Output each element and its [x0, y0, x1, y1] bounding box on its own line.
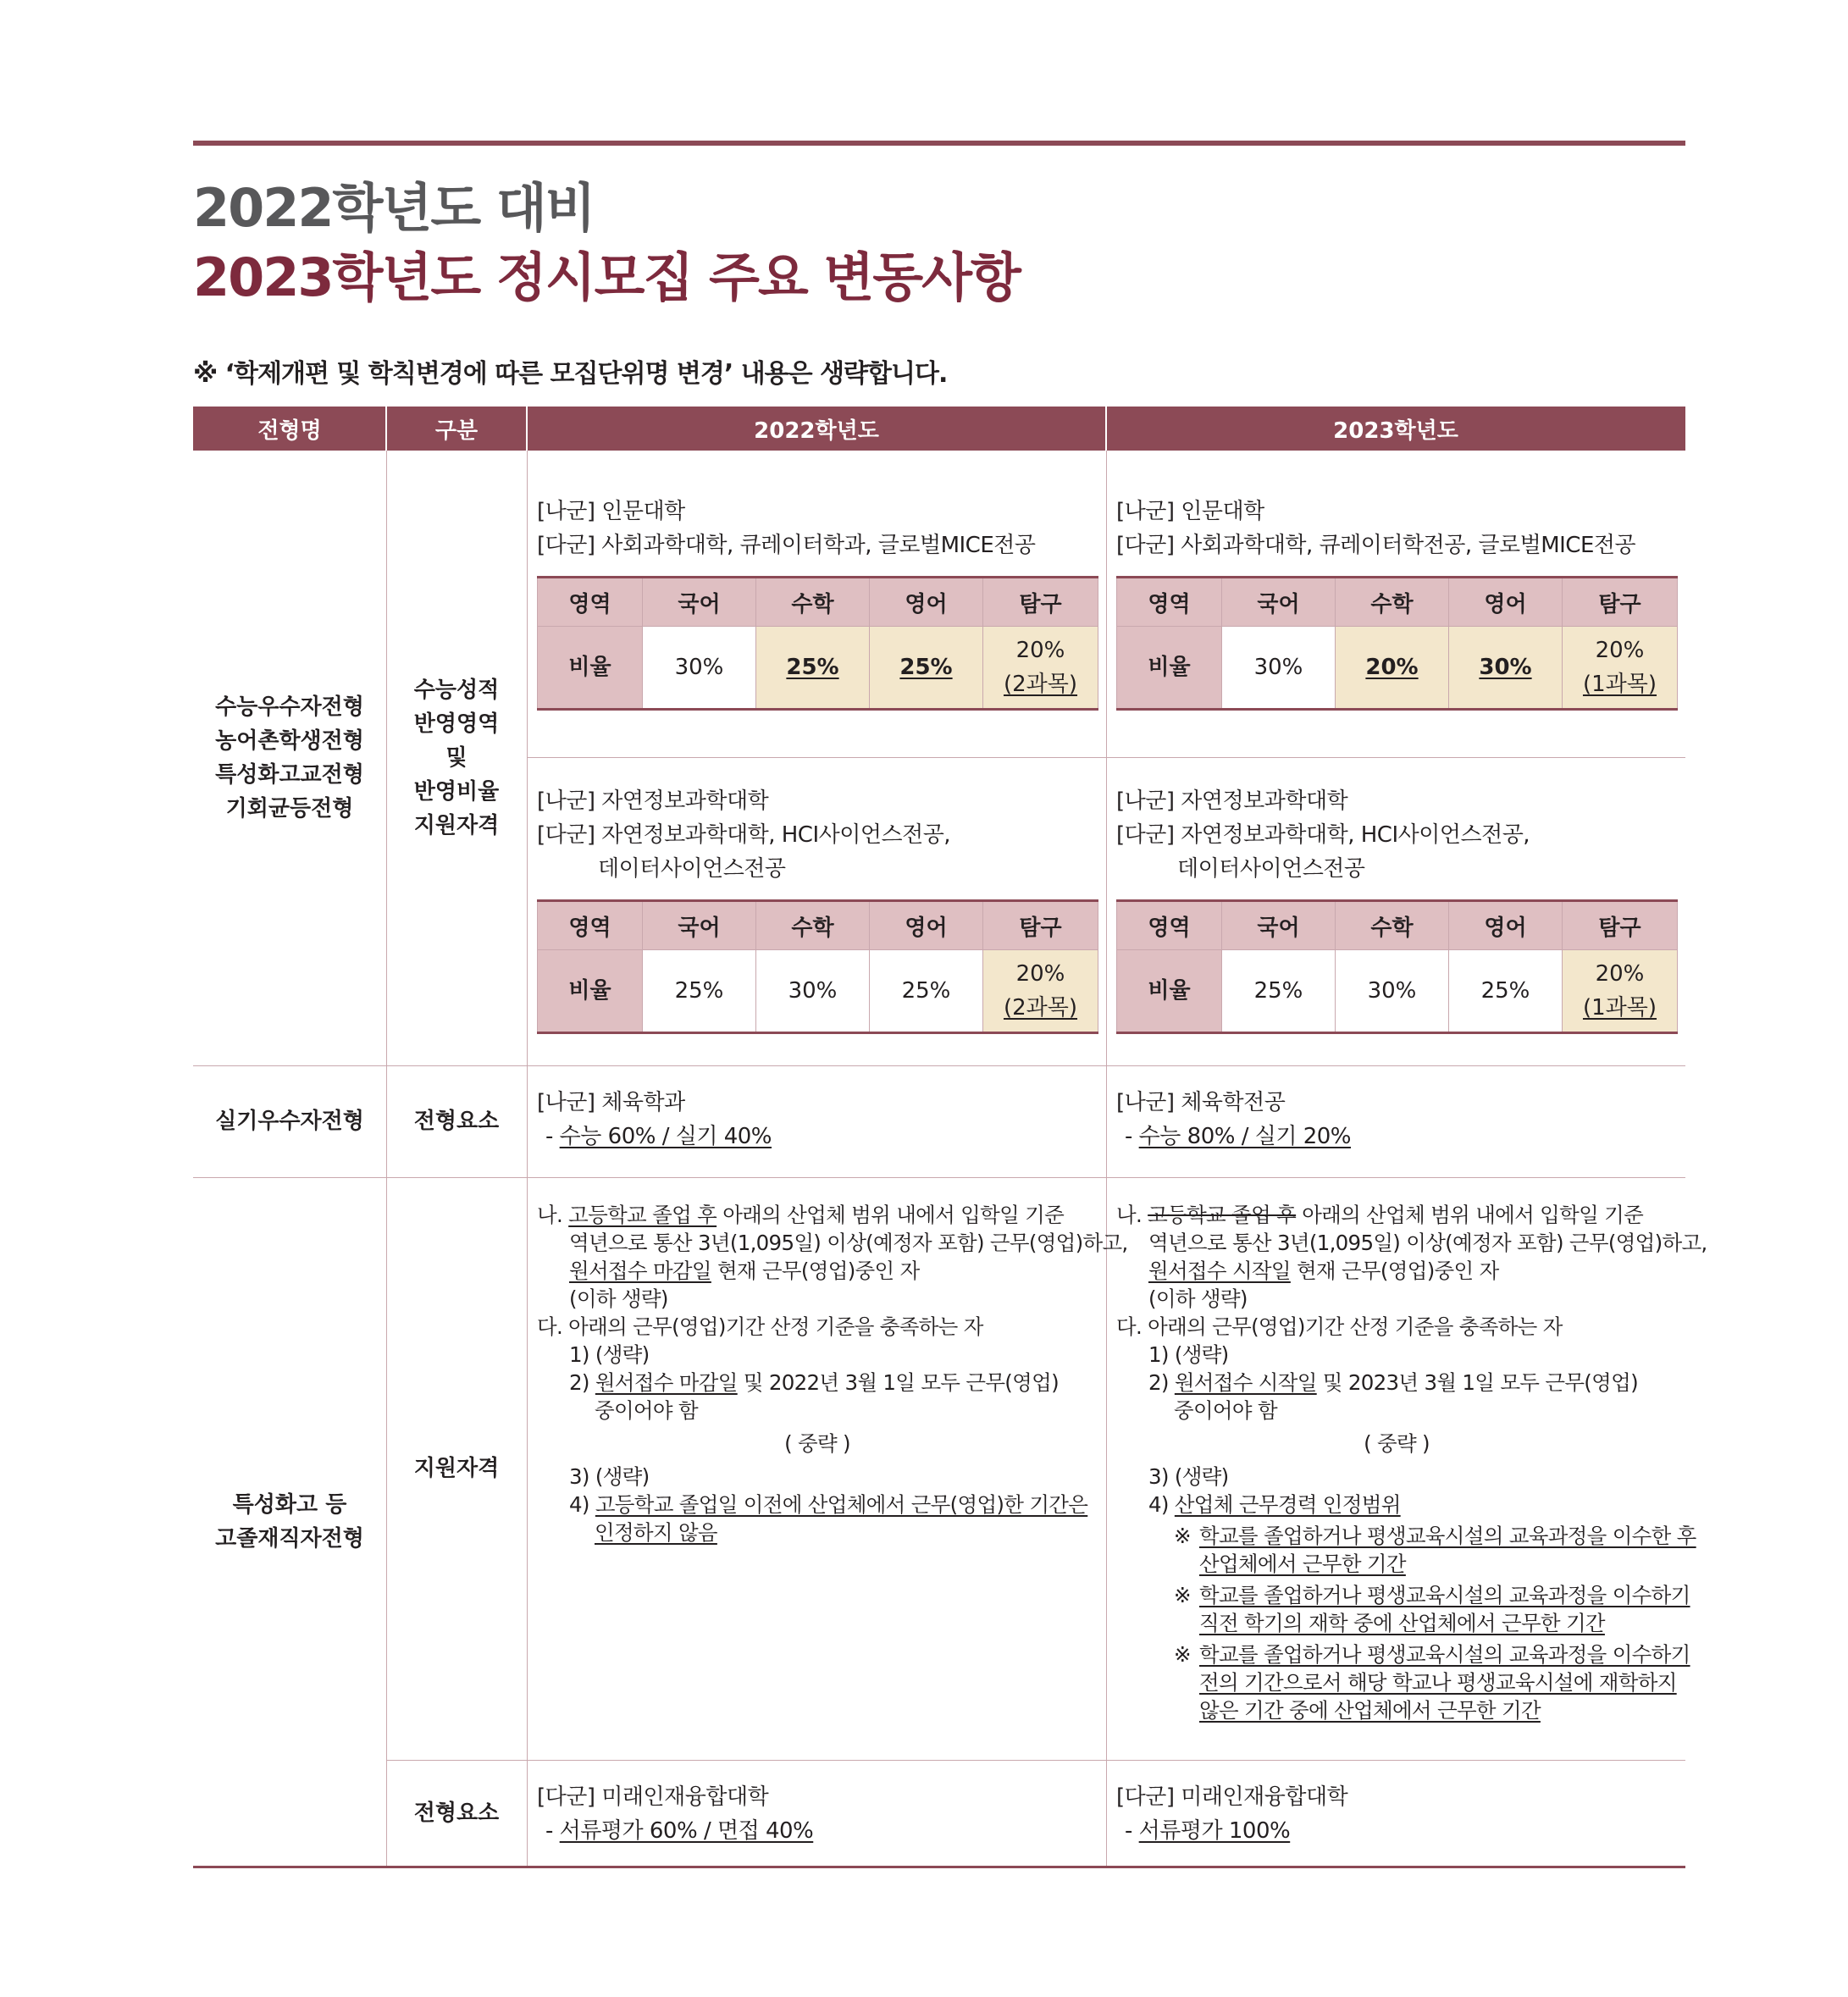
- qual-note: ※ 학교를 졸업하거나 평생교육시설의 교육과정을 이수하기: [1174, 1642, 1690, 1667]
- changed-value: (1과목): [1582, 672, 1657, 697]
- qual-line: 나. 고등학교 졸업 후 아래의 산업체 범위 내에서 입학일 기준: [537, 1203, 1065, 1227]
- y2023-element-line2: [1125, 1814, 1290, 1848]
- category-text: 전형요소: [413, 1109, 500, 1134]
- qual-line: 중이어야 함: [595, 1398, 698, 1423]
- grid-line: [386, 1760, 1685, 1761]
- qual-line: (이하 생략): [569, 1286, 668, 1311]
- type-name: 수능우수자전형: [215, 694, 364, 720]
- header-type-name: 전형명: [193, 407, 386, 451]
- dash: -: [545, 1818, 560, 1844]
- table-header-cell: 영역: [1117, 578, 1222, 627]
- table-label-cell: 비율: [538, 950, 643, 1033]
- table-value-cell: 25%: [643, 950, 756, 1033]
- qual-line: 다. 아래의 근무(영업)기간 산정 기준을 충족하는 자: [1116, 1314, 1563, 1339]
- grid-line: [527, 757, 1685, 758]
- value-text: 20%: [1595, 638, 1645, 663]
- qual-line: 4) 산업체 근무경력 인정범위: [1148, 1492, 1401, 1517]
- y2023-science-line1: [나군] 자연정보과학대학: [1116, 788, 1348, 814]
- y2022-qualification: [537, 1201, 1128, 1546]
- header-divider: [526, 407, 528, 451]
- category-text: 반영비율: [413, 779, 500, 805]
- table-header-cell: 영역: [1117, 901, 1222, 950]
- qual-line: 다. 아래의 근무(영업)기간 산정 기준을 충족하는 자: [537, 1314, 983, 1339]
- changed-value: 30%: [1479, 655, 1532, 680]
- qual-line: 인정하지 않음: [595, 1520, 717, 1545]
- table-value-cell: [1563, 627, 1678, 710]
- table-value-cell: 30%: [643, 627, 756, 710]
- table-header-cell: 영어: [1449, 578, 1563, 627]
- table-value-cell: 30%: [756, 950, 870, 1033]
- y2023-qualification: [1116, 1201, 1707, 1724]
- table-header-cell: 수학: [756, 901, 870, 950]
- qual-line: (이하 생략): [1148, 1286, 1248, 1311]
- table-value-cell: [983, 950, 1098, 1033]
- table-value-cell: [870, 627, 983, 710]
- y2022-humanities-ratio-table: [537, 576, 1098, 711]
- changed-value: (2과목): [1003, 995, 1078, 1021]
- type-name: 특성화고교전형: [215, 762, 364, 788]
- top-accent-bar: [193, 141, 1685, 146]
- qual-note: ※ 학교를 졸업하거나 평생교육시설의 교육과정을 이수한 후: [1174, 1524, 1696, 1548]
- y2022-science-ratio-table: [537, 899, 1098, 1034]
- header-2022: 2022학년도: [527, 407, 1106, 451]
- changed-value: 수능 80% / 실기 20%: [1138, 1124, 1352, 1149]
- table-header-cell: 수학: [1336, 578, 1449, 627]
- header-divider: [1105, 407, 1107, 451]
- qual-line: 4) 고등학교 졸업일 이전에 산업체에서 근무(영업)한 기간은: [569, 1492, 1088, 1517]
- qual-line: 나. 고등학교 졸업 후 아래의 산업체 범위 내에서 입학일 기준: [1116, 1203, 1644, 1227]
- category-text: 반영영역: [413, 711, 500, 737]
- y2023-science-line3: 데이터사이언스전공: [1177, 856, 1365, 882]
- qual-line: 2) 원서접수 시작일 및 2023년 3월 1일 모두 근무(영업): [1148, 1370, 1638, 1395]
- table-value-cell: [983, 627, 1098, 710]
- category-text: 전형요소: [413, 1801, 500, 1826]
- header-category: 구분: [386, 407, 527, 451]
- y2022-humanities-line1: [나군] 인문대학: [537, 499, 685, 524]
- dash: -: [1125, 1818, 1139, 1844]
- y2022-science-line3: 데이터사이언스전공: [598, 856, 786, 882]
- qual-line: 원서접수 시작일 현재 근무(영업)중인 자: [1148, 1258, 1499, 1283]
- category-text: 및: [445, 745, 468, 771]
- y2023-science-line2: [다군] 자연정보과학대학, HCI사이언스전공,: [1116, 822, 1530, 848]
- table-header-cell: 탐구: [983, 578, 1098, 627]
- y2023-practical-line1: [나군] 체육학전공: [1116, 1090, 1286, 1115]
- value-text: 20%: [1595, 961, 1645, 987]
- qual-note: 산업체에서 근무한 기간: [1199, 1552, 1406, 1576]
- type-name: 실기우수자전형: [215, 1109, 364, 1134]
- table-header-cell: 국어: [643, 901, 756, 950]
- qual-line: 원서접수 마감일 현재 근무(영업)중인 자: [569, 1258, 920, 1283]
- row3-category-b: [386, 1760, 527, 1867]
- qual-line: 1) (생략): [569, 1342, 650, 1367]
- table-value-cell: 25%: [1449, 950, 1563, 1033]
- qual-omitted: ( 중략 ): [1364, 1431, 1430, 1456]
- table-value-cell: 30%: [1336, 950, 1449, 1033]
- table-label-cell: 비율: [1117, 950, 1222, 1033]
- table-header-cell: 영역: [538, 901, 643, 950]
- qual-line: 중이어야 함: [1174, 1398, 1277, 1423]
- y2022-element-line2: [545, 1814, 813, 1848]
- value-text: 20%: [1015, 961, 1065, 987]
- qual-omitted: ( 중략 ): [784, 1431, 850, 1456]
- table-value-cell: [1336, 627, 1449, 710]
- grid-line: [527, 451, 528, 1867]
- type-name: 고졸재직자전형: [215, 1526, 364, 1552]
- table-header-cell: 수학: [756, 578, 870, 627]
- row2-category: [386, 1065, 527, 1177]
- qual-line: 3) (생략): [1148, 1464, 1229, 1489]
- table-value-cell: 25%: [1222, 950, 1336, 1033]
- type-name: 농어촌학생전형: [215, 728, 364, 754]
- table-header-cell: 영역: [538, 578, 643, 627]
- table-header-cell: 탐구: [1563, 578, 1678, 627]
- row1-category: [386, 451, 527, 1065]
- row3-type-names: [193, 1177, 386, 1867]
- y2022-practical-line1: [나군] 체육학과: [537, 1090, 685, 1115]
- category-text: 지원자격: [413, 813, 500, 838]
- header-divider: [385, 407, 387, 451]
- category-text: 지원자격: [413, 1456, 500, 1481]
- qual-line: 2) 원서접수 마감일 및 2022년 3월 1일 모두 근무(영업): [569, 1370, 1059, 1395]
- table-value-cell: [1449, 627, 1563, 710]
- grid-line: [1106, 451, 1107, 1867]
- table-value-cell: [756, 627, 870, 710]
- changed-value: 서류평가 100%: [1138, 1818, 1291, 1844]
- changed-value: 20%: [1365, 655, 1419, 680]
- table-value-cell: [1563, 950, 1678, 1033]
- row3-category-a: [386, 1177, 527, 1760]
- table-header-cell: 탐구: [983, 901, 1098, 950]
- changed-value: 서류평가 60% / 면접 40%: [559, 1818, 814, 1844]
- changed-value: 25%: [786, 655, 839, 680]
- table-header-cell: 국어: [643, 578, 756, 627]
- row1-type-names: [193, 451, 386, 1065]
- y2023-humanities-line2: [다군] 사회과학대학, 큐레이터학전공, 글로벌MICE전공: [1116, 533, 1636, 558]
- y2023-humanities-ratio-table: [1116, 576, 1678, 711]
- table-header-cell: 국어: [1222, 578, 1336, 627]
- qual-note: 직전 학기의 재학 중에 산업체에서 근무한 기간: [1199, 1611, 1605, 1635]
- table-header-cell: 영어: [870, 578, 983, 627]
- type-name: 특성화고 등: [232, 1492, 347, 1518]
- y2022-humanities-line2: [다군] 사회과학대학, 큐레이터학과, 글로벌MICE전공: [537, 533, 1036, 558]
- dash: -: [1125, 1124, 1139, 1149]
- changed-value: (2과목): [1003, 672, 1078, 697]
- value-text: 20%: [1015, 638, 1065, 663]
- page-title-line1: 2022학년도 대비: [193, 177, 595, 239]
- y2022-science-line1: [나군] 자연정보과학대학: [537, 788, 769, 814]
- header-2023: 2023학년도: [1106, 407, 1685, 451]
- qual-note: ※ 학교를 졸업하거나 평생교육시설의 교육과정을 이수하기: [1174, 1583, 1690, 1607]
- qual-note: 전의 기간으로서 해당 학교나 평생교육시설에 재학하지: [1199, 1670, 1677, 1695]
- type-name: 기회균등전형: [225, 796, 354, 821]
- category-text: 수능성적: [413, 678, 500, 703]
- changed-value: (1과목): [1582, 995, 1657, 1021]
- omission-note: ※ ‘학제개편 및 학칙변경에 따른 모집단위명 변경’ 내용은 생략합니다.: [193, 359, 948, 389]
- table-header-cell: 국어: [1222, 901, 1336, 950]
- table-header-cell: 탐구: [1563, 901, 1678, 950]
- qual-line: 역년으로 통산 3년(1,095일) 이상(예정자 포함) 근무(영업)하고,: [1148, 1231, 1707, 1255]
- qual-note: 않은 기간 중에 산업체에서 근무한 기간: [1199, 1698, 1541, 1723]
- qual-line: 3) (생략): [569, 1464, 650, 1489]
- table-header-cell: 영어: [870, 901, 983, 950]
- y2023-element-line1: [다군] 미래인재융합대학: [1116, 1784, 1348, 1810]
- row2-type-name: [193, 1065, 386, 1177]
- y2023-humanities-line1: [나군] 인문대학: [1116, 499, 1264, 524]
- dash: -: [545, 1124, 560, 1149]
- y2022-science-line2: [다군] 자연정보과학대학, HCI사이언스전공,: [537, 822, 951, 848]
- table-header-cell: 영어: [1449, 901, 1563, 950]
- qual-line: 역년으로 통산 3년(1,095일) 이상(예정자 포함) 근무(영업)하고,: [569, 1231, 1128, 1255]
- y2023-practical-line2: [1125, 1120, 1351, 1153]
- y2023-science-ratio-table: [1116, 899, 1678, 1034]
- table-label-cell: 비율: [1117, 627, 1222, 710]
- changed-value: 수능 60% / 실기 40%: [559, 1124, 772, 1149]
- y2022-element-line1: [다군] 미래인재융합대학: [537, 1784, 769, 1810]
- table-value-cell: 25%: [870, 950, 983, 1033]
- y2022-practical-line2: [545, 1120, 772, 1153]
- table-value-cell: 30%: [1222, 627, 1336, 710]
- table-label-cell: 비율: [538, 627, 643, 710]
- table-header-cell: 수학: [1336, 901, 1449, 950]
- qual-line: 1) (생략): [1148, 1342, 1229, 1367]
- changed-value: 25%: [899, 655, 953, 680]
- page-title-line2: 2023학년도 정시모집 주요 변동사항: [193, 246, 1020, 308]
